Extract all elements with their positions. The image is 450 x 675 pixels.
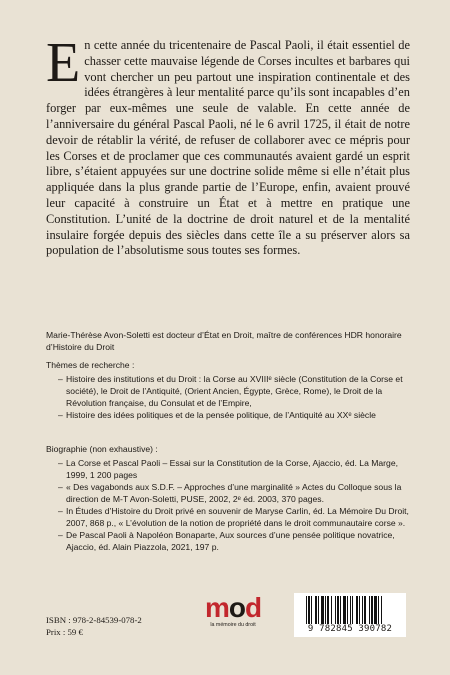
barcode-bar — [340, 596, 341, 624]
barcode-bar — [369, 596, 370, 624]
research-section — [46, 359, 410, 421]
barcode-bar — [381, 596, 382, 624]
barcode-bar — [371, 596, 373, 624]
research-item: – Histoire des idées politiques et de la pensée politique, de l’Antiquité au XXᵉ siècle — [58, 409, 410, 421]
barcode-bar — [352, 596, 353, 624]
bibliography-item: – In Études d’Histoire du Droit privé en souvenir de Maryse Carlin, éd. La Mémoire Du Droit, 2007, 868 p., « L’évolution de la notion de propriété dans le droit communautaire corse ». — [58, 505, 410, 529]
barcode-number: 9 782845 390782 — [307, 624, 393, 634]
main-paragraph-text: n cette année du tricentenaire de Pascal Paoli, il était essentiel de chasser cette mauvaise légende de Corses incultes et barbares qui vont chercher un peu partout une inspiration continentale et des idées étrangères à leur mentalité parce qu’ils sont incapables d’en forger par eux-mêmes une seule de valable. En cette année de l’anniversaire du général Pascal Paoli, né le 6 avril 1725, il était de notre devoir de rétablir la vérité, de refuser de collaborer avec ce mépris pour les Corses et de proclamer que ces communautés avaient gardé un esprit libre, s’étaient appuyées sur une doctrine solide même si elle n’était plus appliquée dans la plus grande partie de l’Europe, enfin, avaient prouvé leur capacité à construire un État et à mettre en pratique une Constitution. L’unité de la doctrine de droit naturel et de la mentalité insulaire forgée depuis des siècles dans cette île a su préserver alors sa population de l’absolutisme sous toutes ses formes. — [46, 38, 410, 258]
publisher-logo — [198, 594, 268, 629]
bibliography-item: – « Des vagabonds aux S.D.F. – Approches d’une marginalité » Actes du Colloque sous la direction de M-T Avon-Soletti, PUSE, 2002, 2ᵉ éd. 2003, 370 pages. — [58, 481, 410, 505]
bibliography-title: Biographie (non exhaustive) : — [46, 444, 158, 454]
logo-letter-m: m — [204, 592, 229, 623]
isbn-text: ISBN : 978-2-84539-078-2 — [46, 615, 142, 625]
research-list — [46, 373, 410, 421]
publisher-logo-mark — [198, 594, 268, 622]
bibliography-item: – De Pascal Paoli à Napoléon Bonaparte, Aux sources d’une pensée politique novatrice, Ajaccio, éd. Alain Piazzola, 2021, 197 p. — [58, 529, 410, 553]
isbn-price-block — [46, 614, 142, 638]
bibliography-item: – La Corse et Pascal Paoli – Essai sur la Constitution de la Corse, Ajaccio, éd. La Marge, 1999, 1 200 pages — [58, 457, 410, 481]
barcode-bar — [335, 596, 336, 624]
barcode-bar — [331, 596, 332, 624]
barcode-bars — [305, 596, 395, 624]
barcode-bar — [378, 596, 379, 624]
barcode-bar — [325, 596, 326, 624]
barcode-bar — [350, 596, 351, 624]
bibliography-section — [46, 443, 410, 553]
barcode-bar — [374, 596, 377, 624]
barcode-bar — [327, 596, 329, 624]
barcode-bar — [356, 596, 358, 624]
barcode-bar — [364, 596, 366, 624]
main-paragraph — [46, 32, 410, 259]
barcode-bar — [359, 596, 360, 624]
barcode-bar — [362, 596, 363, 624]
research-item: – Histoire des institutions et du Droit : la Corse au XVIIIᵉ siècle (Constitution de la Corse et société), le Droit de l’Antiquité, (Orient Ancien, Égypte, Grèce, Rome), le Droit de la Révolution française, du Consulat et de l’Empire, — [58, 373, 410, 409]
barcode-bar — [347, 596, 348, 624]
publisher-name: la mémoire du droit — [210, 622, 256, 628]
research-title: Thèmes de recherche : — [46, 360, 135, 370]
logo-letter-o: o — [228, 592, 245, 623]
barcode-bar — [321, 596, 324, 624]
author-bio: Marie-Thérèse Avon-Soletti est docteur d’État en Droit, maître de conférences HDR honoraire d’Histoire du Droit — [46, 330, 402, 352]
barcode-bar — [315, 596, 317, 624]
barcode-bar — [343, 596, 346, 624]
barcode-bar — [311, 596, 312, 624]
barcode-bar — [308, 596, 310, 624]
price-text: Prix : 59 € — [46, 627, 83, 637]
logo-letter-d: d — [244, 592, 262, 623]
bibliography-list — [46, 457, 410, 553]
barcode-bar — [306, 596, 307, 624]
barcode-bar — [337, 596, 339, 624]
barcode-bar — [318, 596, 319, 624]
barcode — [294, 593, 406, 637]
drop-cap: E — [46, 32, 81, 94]
